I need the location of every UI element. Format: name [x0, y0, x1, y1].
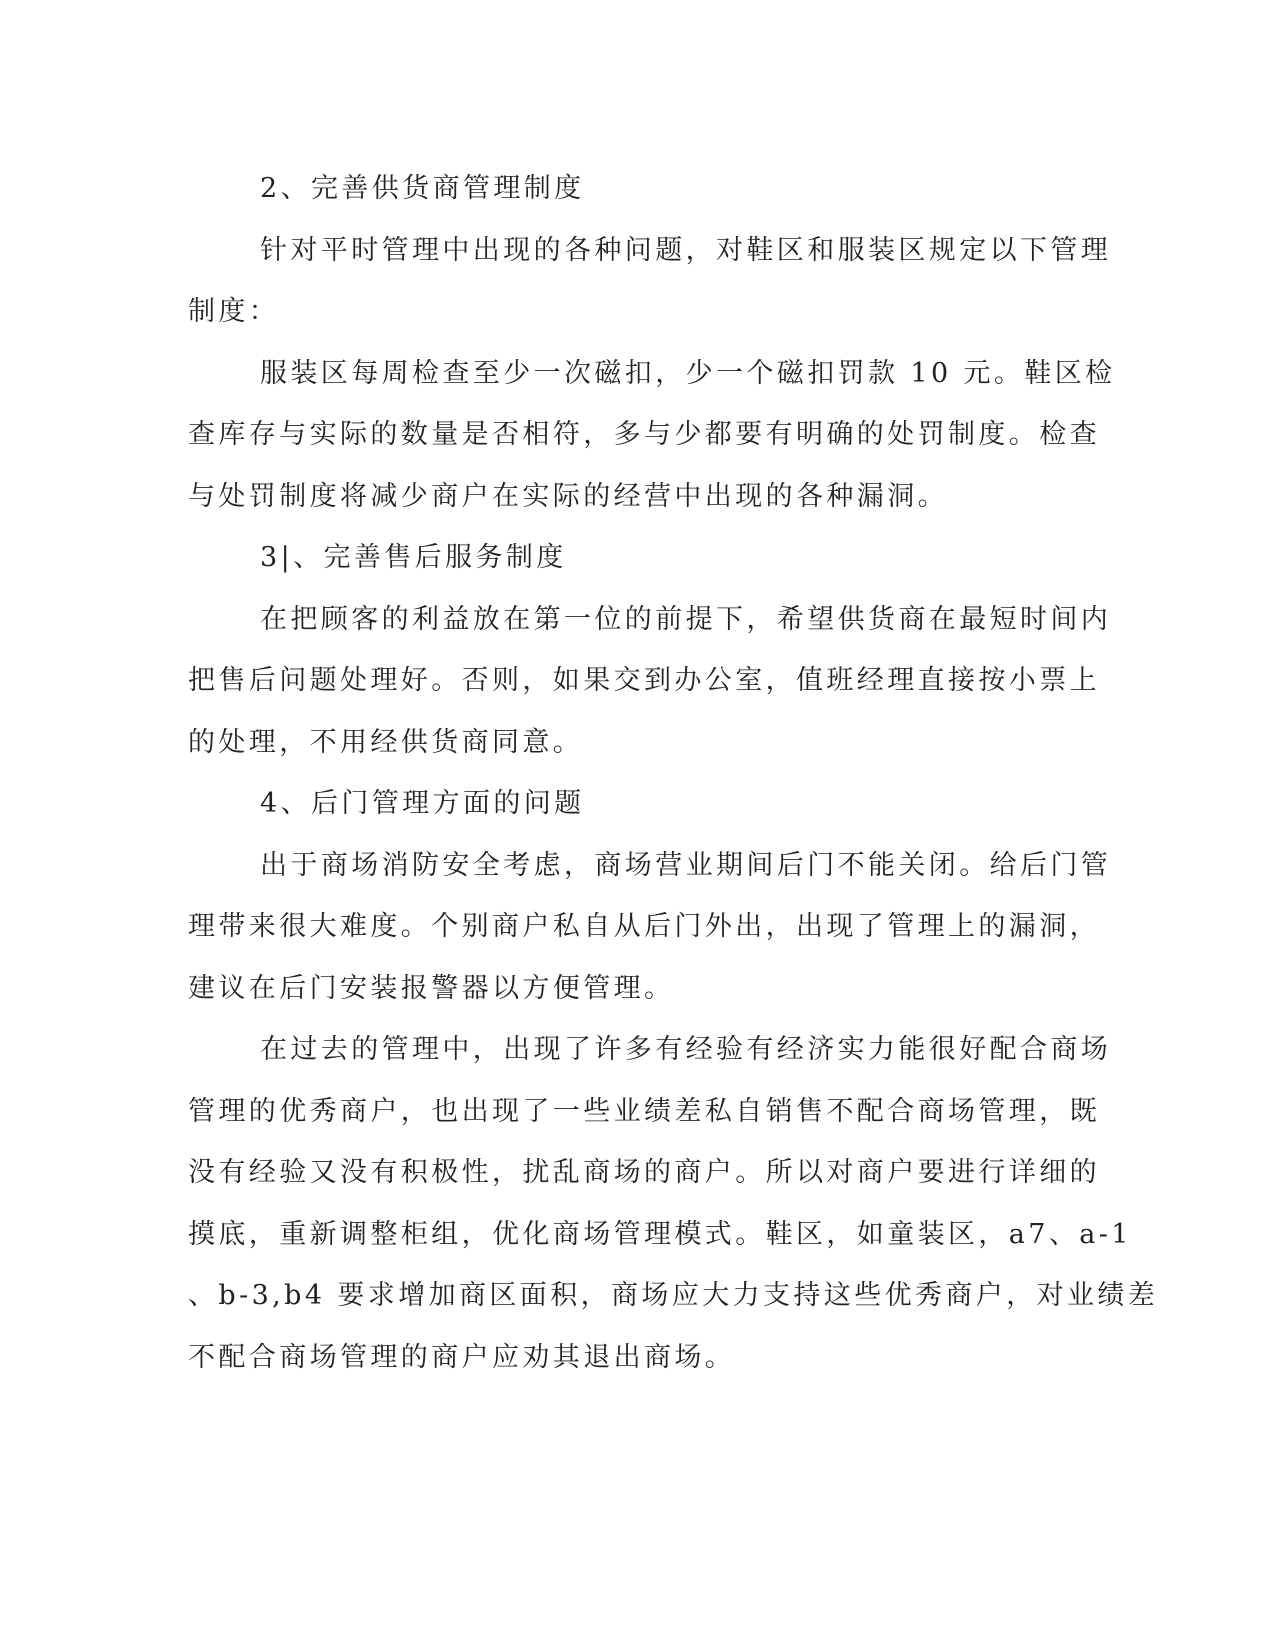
paragraph-line: 制度： — [188, 296, 280, 327]
paragraph-line: 建议在后门安装报警器以方便管理。 — [188, 972, 675, 1004]
paragraph-line: 理带来很大难度。个别商户私自从后门外出，出现了管理上的漏洞， — [188, 911, 1100, 942]
section-heading-after-sales: 3|、完善售后服务制度 — [260, 542, 567, 573]
paragraph-line: 不配合商场管理的商户应劝其退出商场。 — [188, 1341, 736, 1373]
paragraph-line: 、b-3,b4 要求增加商区面积，商场应大力支持这些优秀商户，对业绩差 — [188, 1280, 1159, 1311]
paragraph-line: 在把顾客的利益放在第一位的前提下，希望供货商在最短时间内 — [260, 603, 1112, 635]
section-heading-supplier-management: 2、完善供货商管理制度 — [260, 173, 585, 204]
paragraph-line: 摸底，重新调整柜组，优化商场管理模式。鞋区，如童装区，a7、a-1 — [188, 1218, 1132, 1250]
document-body — [188, 158, 1159, 1388]
paragraph-line: 与处罚制度将减少商户在实际的经营中出现的各种漏洞。 — [188, 480, 948, 512]
paragraph-line: 出于商场消防安全考虑，商场营业期间后门不能关闭。给后门管 — [260, 849, 1112, 881]
paragraph-line: 没有经验又没有积极性，扰乱商场的商户。所以对商户要进行详细的 — [188, 1157, 1100, 1188]
paragraph-line: 管理的优秀商户，也出现了一些业绩差私自销售不配合商场管理，既 — [188, 1095, 1100, 1127]
paragraph-line: 针对平时管理中出现的各种问题，对鞋区和服装区规定以下管理 — [260, 234, 1112, 266]
paragraph-line: 服装区每周检查至少一次磁扣，少一个磁扣罚款 10 元。鞋区检 — [260, 357, 1116, 389]
paragraph-line: 在过去的管理中，出现了许多有经验有经济实力能很好配合商场 — [260, 1034, 1112, 1065]
paragraph-line: 把售后问题处理好。否则，如果交到办公室，值班经理直接按小票上 — [188, 665, 1100, 696]
paragraph-line: 的处理，不用经供货商同意。 — [188, 726, 584, 758]
paragraph-line: 查库存与实际的数量是否相符，多与少都要有明确的处罚制度。检查 — [188, 419, 1100, 450]
section-heading-back-door: 4、后门管理方面的问题 — [260, 788, 585, 819]
